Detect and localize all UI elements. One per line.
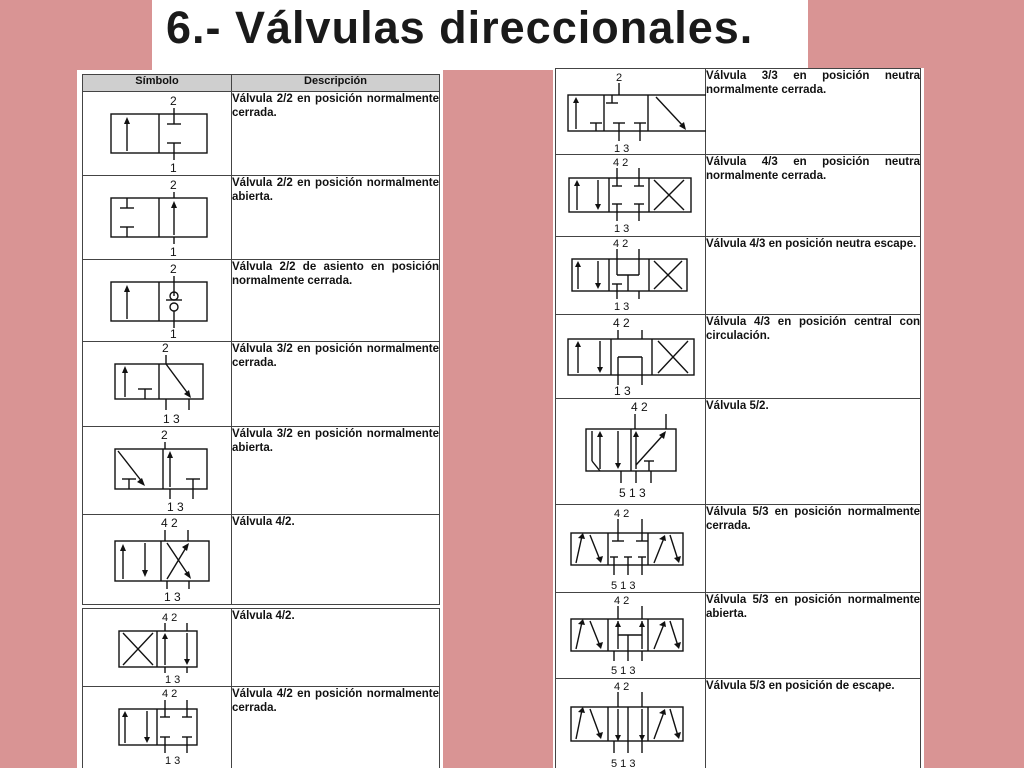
port-label-top: 4 2 [613, 157, 629, 169]
valve-description: Válvula 5/3 en posición de escape. [706, 679, 921, 768]
valve-description: Válvula 5/3 en posición normalmente abierta. [706, 593, 921, 679]
port-label-bottom: 1 3 [614, 143, 630, 155]
valve-description: Válvula 4/3 en posición central con circulación. [706, 315, 921, 399]
port-label-top: 4 2 [614, 508, 630, 520]
valve-symbol-4-3-circulation [556, 315, 706, 399]
table-row [556, 155, 921, 237]
valve-symbol-5-3-exhaust [556, 679, 706, 768]
table-row [83, 260, 440, 342]
table-row [556, 315, 921, 399]
table-row [556, 237, 921, 315]
valve-description: Válvula 4/3 en posición neutra normalmente cerrada. [706, 155, 921, 237]
table-row [556, 69, 921, 155]
valve-description: Válvula 4/2. [232, 515, 440, 605]
port-label-bottom: 5 1 3 [611, 580, 636, 592]
table-row [83, 342, 440, 427]
valve-description: Válvula 3/2 en posición normalmente cerrada. [232, 342, 440, 427]
valve-description: Válvula 2/2 en posición normalmente abierta. [232, 176, 440, 260]
header-description: Descripción [232, 75, 440, 92]
port-label-bottom: 1 3 [167, 500, 184, 514]
port-label-top: 4 2 [613, 238, 629, 250]
valve-symbol-4-2-alt [83, 609, 232, 687]
valve-description: Válvula 4/3 en posición neutra escape. [706, 237, 921, 315]
valve-description: Válvula 5/2. [706, 399, 921, 505]
left-valve-table [82, 74, 440, 605]
header-symbol: Símbolo [83, 75, 232, 92]
right-valve-table-page [553, 68, 924, 768]
valve-symbol-2-2-nc [83, 92, 232, 176]
valve-symbol-3-3-nc [556, 69, 706, 155]
table-row [556, 399, 921, 505]
port-label-top: 4 2 [631, 400, 648, 414]
port-label-top: 2 [616, 72, 623, 84]
port-label-top: 4 2 [162, 612, 178, 624]
valve-description: Válvula 4/2 en posición normalmente cerrada. [232, 687, 440, 768]
port-label-bottom: 1 3 [165, 755, 181, 767]
valve-description: Válvula 4/2. [232, 609, 440, 687]
port-label-bottom: 1 [170, 327, 177, 341]
table-row [556, 593, 921, 679]
valve-symbol-4-3-nc [556, 155, 706, 237]
port-label-bottom: 1 [170, 161, 177, 175]
table-row [83, 427, 440, 515]
table-row [83, 176, 440, 260]
left-valve-table-page [77, 70, 443, 768]
slide-title: 6.- Válvulas direccionales. [166, 2, 754, 53]
port-label-top: 4 2 [162, 688, 178, 700]
table-row [83, 515, 440, 605]
valve-symbol-5-3-no [556, 593, 706, 679]
port-label-bottom: 1 [170, 245, 177, 259]
valve-description: Válvula 2/2 en posición normalmente cerrada. [232, 92, 440, 176]
valve-symbol-4-2 [83, 515, 232, 605]
valve-description: Válvula 2/2 de asiento en posición normalmente cerrada. [232, 260, 440, 342]
port-label-top: 4 2 [613, 316, 630, 330]
port-label-top: 4 2 [161, 516, 178, 530]
valve-description: Válvula 5/3 en posición normalmente cerrada. [706, 505, 921, 593]
port-label-bottom: 1 3 [163, 412, 180, 426]
port-label-bottom: 1 3 [614, 223, 630, 235]
valve-symbol-5-2 [556, 399, 706, 505]
valve-symbol-5-3-nc [556, 505, 706, 593]
port-label-top: 4 2 [614, 595, 630, 607]
valve-symbol-2-2-no [83, 176, 232, 260]
port-label-bottom: 1 3 [614, 384, 631, 398]
valve-symbol-4-2-nc [83, 687, 232, 768]
title-banner [152, 0, 808, 70]
table-row [83, 687, 440, 768]
valve-symbol-3-2-nc [83, 342, 232, 427]
valve-description: Válvula 3/3 en posición neutra normalmente cerrada. [706, 69, 921, 155]
right-valve-table [555, 68, 921, 768]
valve-symbol-4-3-exhaust [556, 237, 706, 315]
left-valve-table-continued [82, 608, 440, 768]
port-label-top: 2 [161, 428, 168, 442]
port-label-bottom: 1 3 [614, 301, 630, 313]
port-label-top: 2 [170, 94, 177, 108]
port-label-bottom: 5 1 3 [619, 486, 646, 500]
port-label-top: 2 [170, 178, 177, 192]
valve-description: Válvula 3/2 en posición normalmente abierta. [232, 427, 440, 515]
port-label-top: 2 [162, 342, 169, 355]
port-label-bottom: 1 3 [164, 590, 181, 604]
port-label-bottom: 5 1 3 [611, 758, 636, 768]
port-label-top: 2 [170, 262, 177, 276]
port-label-bottom: 5 1 3 [611, 665, 636, 677]
valve-symbol-3-2-no [83, 427, 232, 515]
table-row [83, 609, 440, 687]
table-row [556, 679, 921, 768]
table-row [83, 92, 440, 176]
port-label-bottom: 1 3 [165, 674, 181, 686]
table-row [556, 505, 921, 593]
valve-symbol-2-2-seat-nc [83, 260, 232, 342]
port-label-top: 4 2 [614, 681, 630, 693]
